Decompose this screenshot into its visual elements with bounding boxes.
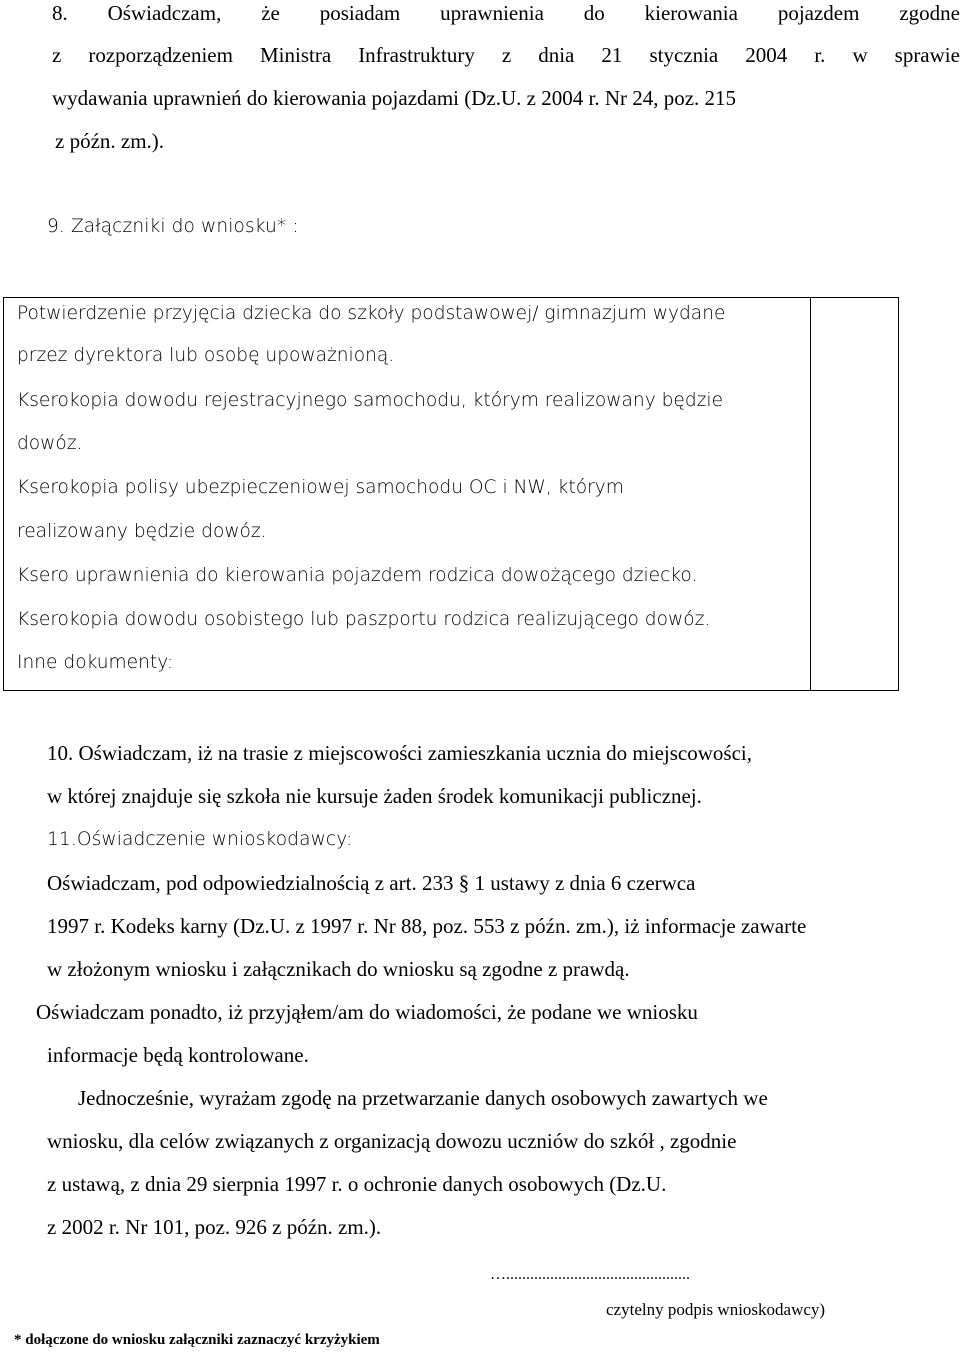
section11-line6: Jednocześnie, wyrażam zgodę na przetwarzanie danych osobowych zawartych we <box>78 1086 768 1110</box>
section8-line2 <box>52 42 960 68</box>
attachments-table <box>3 297 899 691</box>
section8-word: Infrastruktury <box>358 43 475 67</box>
section8-word: rozporządzeniem <box>88 43 233 67</box>
footnote: * dołączone do wniosku załączniki zaznaczyć krzyżykiem <box>14 1332 380 1348</box>
section8-word: kierowania <box>644 1 738 25</box>
attachment-line: Kserokopia polisy ubezpieczeniowej samochodu OC i NW, którym <box>17 477 624 498</box>
section8-word: posiadam <box>319 1 401 25</box>
section10-line2: w której znajduje się szkoła nie kursuje żaden środek komunikacji publicznej. <box>47 784 702 808</box>
section10-line1: 10. Oświadczam, iż na trasie z miejscowości zamieszkania ucznia do miejscowości, <box>47 741 752 765</box>
section8-word: uprawnienia <box>440 1 544 25</box>
section11-line3: w złożonym wniosku i załącznikach do wniosku są zgodne z prawdą. <box>47 957 630 981</box>
section11-line4: Oświadczam ponadto, iż przyjąłem/am do wiadomości, że podane we wniosku <box>36 1000 698 1024</box>
attachment-line: Kserokopia dowodu osobistego lub paszportu rodzica realizującego dowóz. <box>17 609 711 630</box>
attachments-list-cell <box>4 298 811 691</box>
section11-line8: z ustawą, z dnia 29 sierpnia 1997 r. o ochronie danych osobowych (Dz.U. <box>47 1172 667 1196</box>
section8-word: do <box>583 1 605 25</box>
section9-heading: 9. Załączniki do wniosku* : <box>47 216 299 237</box>
section11-line7: wniosku, dla celów związanych z organizacją dowozu uczniów do szkół , zgodnie <box>47 1129 737 1153</box>
section11-line1: Oświadczam, pod odpowiedzialnością z art. 233 § 1 ustawy z dnia 6 czerwca <box>47 871 696 895</box>
attachment-line: dowóz. <box>17 433 83 454</box>
section8-word: stycznia <box>649 43 719 67</box>
section8-word: pojazdem <box>777 1 860 25</box>
signature-line: ….............................................. <box>490 1266 690 1283</box>
section8-word: sprawie <box>894 43 960 67</box>
section8-word: zgodne <box>899 1 960 25</box>
section8-word: 21 <box>601 43 623 67</box>
section11-heading: 11.Oświadczenie wnioskodawcy: <box>47 829 353 850</box>
section8-word: w <box>852 43 868 67</box>
section8-word: z <box>501 43 512 67</box>
signature-caption: czytelny podpis wnioskodawcy) <box>606 1300 826 1319</box>
attachment-line: Ksero uprawnienia do kierowania pojazdem rodzica dowożącego dziecko. <box>17 565 698 586</box>
section8-word: r. <box>814 43 826 67</box>
attachment-checkbox-cell[interactable] <box>811 298 899 691</box>
section8-word: z <box>52 43 62 67</box>
section8-line4: z późn. zm.). <box>55 129 165 153</box>
attachment-line: Inne dokumenty: <box>17 652 174 673</box>
section8-word: dnia <box>538 43 575 67</box>
section8-line1 <box>52 0 960 26</box>
section8-word: Ministra <box>259 43 332 67</box>
section11-line5: informacje będą kontrolowane. <box>47 1043 309 1067</box>
attachment-line: przez dyrektora lub osobę upoważnioną. <box>17 345 395 366</box>
attachment-line: Kserokopia dowodu rejestracyjnego samochodu, którym realizowany będzie <box>17 390 724 411</box>
attachment-line: realizowany będzie dowóz. <box>17 521 267 542</box>
section8-word: że <box>261 1 280 25</box>
section8-word: Oświadczam, <box>107 1 222 25</box>
section8-line3: wydawania uprawnień do kierowania pojazdami (Dz.U. z 2004 r. Nr 24, poz. 215 <box>52 86 737 110</box>
section11-line9: z 2002 r. Nr 101, poz. 926 z późn. zm.). <box>47 1215 382 1239</box>
section8-word: 2004 <box>745 43 788 67</box>
section8-word: 8. <box>52 1 68 25</box>
section11-line2: 1997 r. Kodeks karny (Dz.U. z 1997 r. Nr 88, poz. 553 z późn. zm.), iż informacje zawarte <box>47 914 807 938</box>
attachment-line: Potwierdzenie przyjęcia dziecka do szkoły podstawowej/ gimnazjum wydane <box>17 303 726 324</box>
